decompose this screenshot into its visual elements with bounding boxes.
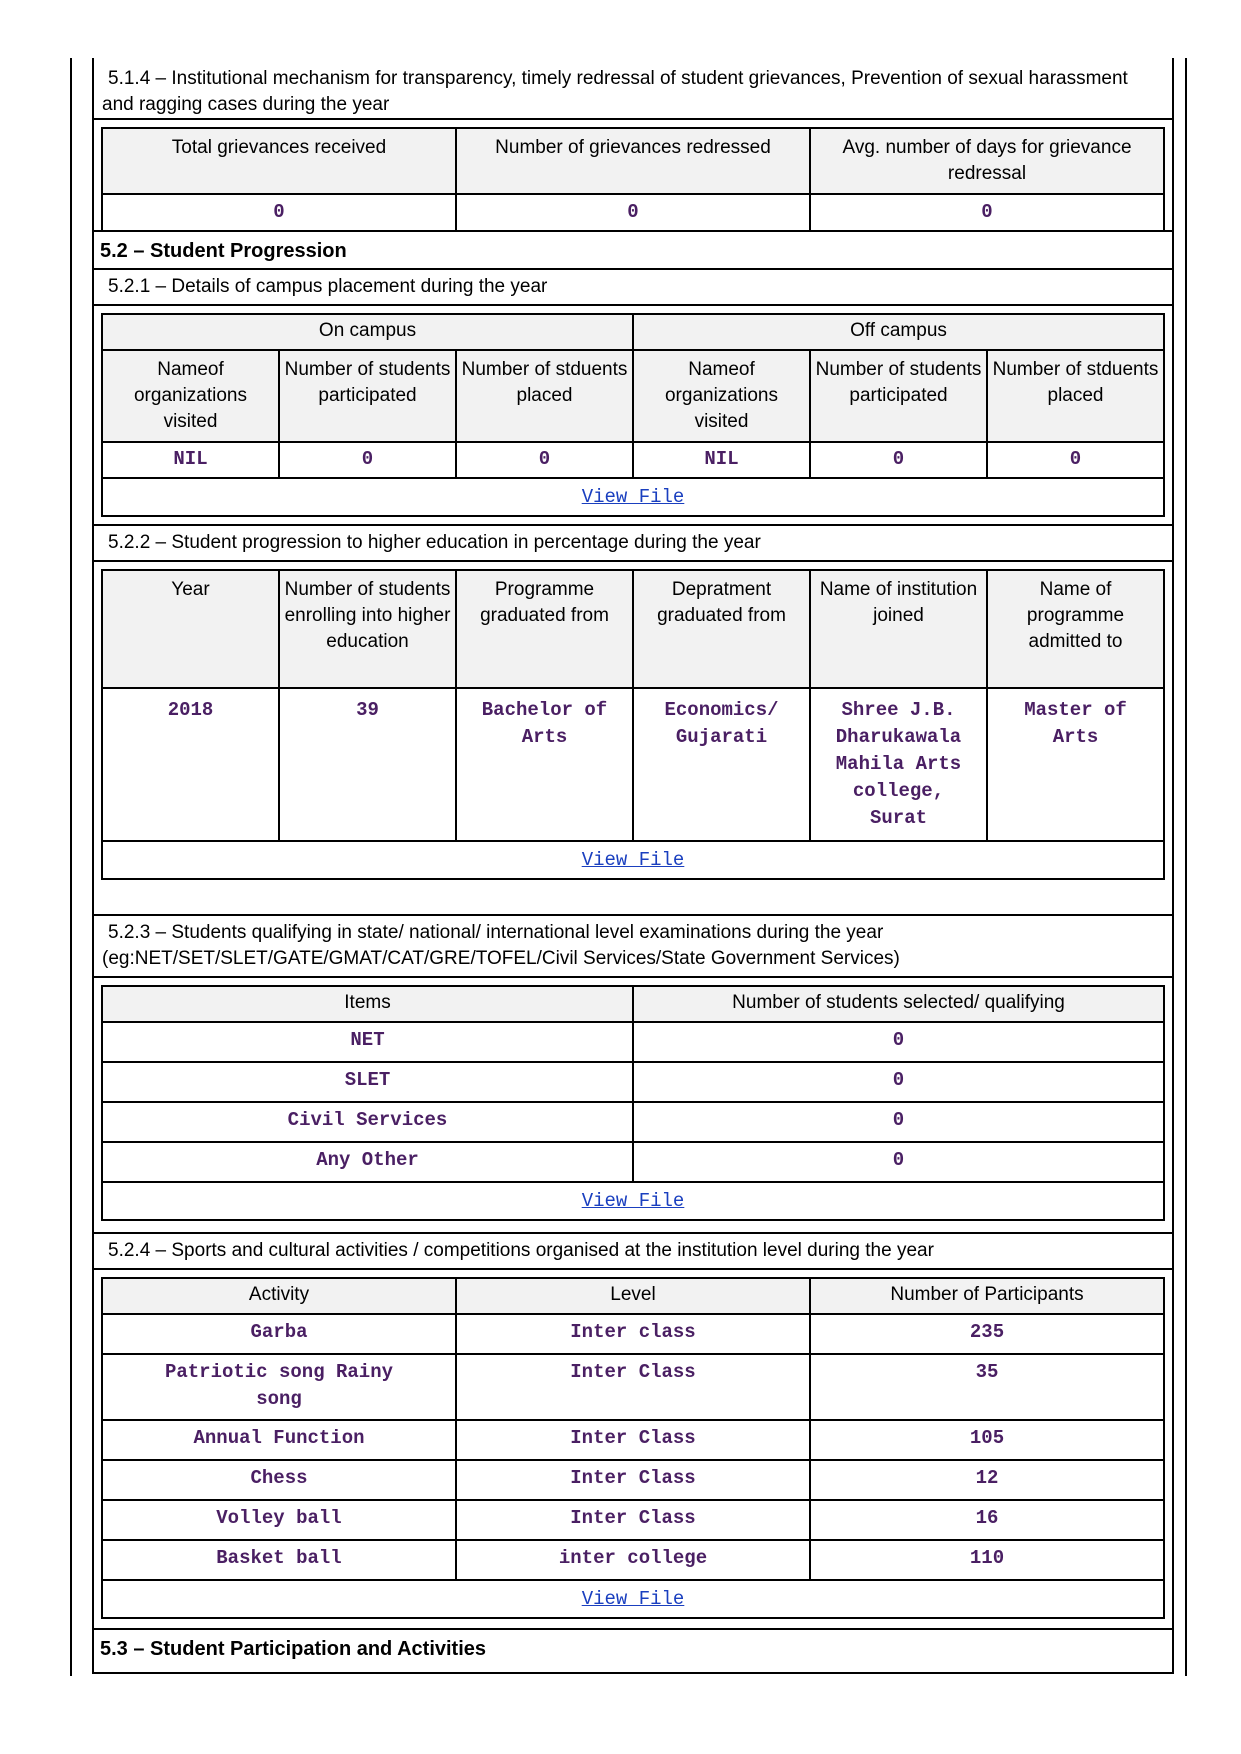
activity-name: Chess [102,1460,456,1500]
section-522-heading-text: 5.2.2 – Student progression to higher education in percentage during the year [108,532,761,553]
activity-name: Garba [102,1314,456,1354]
section-52-title: 5.2 – Student Progression [94,232,1172,270]
on-campus-placed-header: Number of stduents placed [456,350,633,442]
section-521-heading [94,270,1172,306]
activities-view-file-cell [102,1580,1164,1618]
activity-level: Inter Class [456,1420,810,1460]
activities-level-header: Level [456,1278,810,1314]
section-523-heading [94,916,1172,978]
progression-admitted-value: Master of Arts [987,688,1164,841]
grievance-total-value: 0 [102,194,456,231]
activity-participants: 110 [810,1540,1164,1580]
activity-participants: 35 [810,1354,1164,1420]
activities-participants-header: Number of Participants [810,1278,1164,1314]
section-524-heading [94,1234,1172,1270]
progression-enrolling-value: 39 [279,688,456,841]
section-514-heading-text: 5.1.4 – Institutional mechanism for transparency, timely redressal of student grievances, Prevention of sexual harassment and ragging cases during the year [102,68,1128,115]
progression-view-file-cell [102,841,1164,879]
activities-activity-header: Activity [102,1278,456,1314]
activity-name: Patriotic song Rainy song [102,1354,456,1420]
on-campus-orgs-value: NIL [102,442,279,478]
qualifying-view-file-cell [102,1182,1164,1220]
activity-level: Inter Class [456,1354,810,1420]
qualifying-item: NET [102,1022,633,1062]
qualifying-count: 0 [633,1142,1164,1182]
on-campus-participated-value: 0 [279,442,456,478]
activities-view-file-link[interactable]: View File [581,1588,685,1610]
grievance-header-redressed: Number of grievances redressed [456,128,810,194]
qualifying-item: Civil Services [102,1102,633,1142]
progression-table-wrap [94,562,1172,916]
activity-level: inter college [456,1540,810,1580]
page-left-rule [70,58,72,1676]
off-campus-group-header: Off campus [633,314,1164,350]
section-514-heading [94,58,1172,120]
qualifying-count: 0 [633,1062,1164,1102]
off-campus-participated-header: Number of students participated [810,350,987,442]
progression-enrolling-header: Number of students enrolling into higher education [279,570,456,688]
section-53-title: 5.3 – Student Participation and Activities [100,1638,487,1660]
qualifying-count-header: Number of students selected/ qualifying [633,986,1164,1022]
qualifying-item: SLET [102,1062,633,1102]
activity-participants: 16 [810,1500,1164,1540]
activity-name: Annual Function [102,1420,456,1460]
progression-view-file-link[interactable]: View File [581,849,685,871]
grievance-redressed-value: 0 [456,194,810,231]
grievance-avg-days-value: 0 [810,194,1164,231]
activity-name: Basket ball [102,1540,456,1580]
progression-admitted-header: Name of programme admitted to [987,570,1164,688]
off-campus-orgs-header: Nameof organizations visited [633,350,810,442]
grievance-header-avg-days: Avg. number of days for grievance redressal [810,128,1164,194]
qualifying-table [101,985,1165,1221]
placement-table [101,313,1165,517]
progression-institution-header: Name of institution joined [810,570,987,688]
page-right-rule [1185,58,1187,1676]
grievance-table-wrap [94,120,1172,232]
progression-department-header: Depratment graduated from [633,570,810,688]
grievance-table [101,127,1165,232]
on-campus-orgs-header: Nameof organizations visited [102,350,279,442]
activities-table [101,1277,1165,1619]
activity-participants: 12 [810,1460,1164,1500]
activity-level: Inter Class [456,1500,810,1540]
activity-level: Inter class [456,1314,810,1354]
placement-view-file-link[interactable]: View File [581,486,685,508]
progression-table [101,569,1165,880]
grievance-header-total: Total grievances received [102,128,456,194]
activity-participants: 235 [810,1314,1164,1354]
activity-level: Inter Class [456,1460,810,1500]
section-522-heading [94,526,1172,562]
progression-institution-value: Shree J.B. Dharukawala Mahila Arts college, Surat [810,688,987,841]
section-524-heading-text: 5.2.4 – Sports and cultural activities / competitions organised at the institution level during the year [108,1240,934,1261]
off-campus-orgs-value: NIL [633,442,810,478]
progression-programme-value: Bachelor of Arts [456,688,633,841]
off-campus-participated-value: 0 [810,442,987,478]
qualifying-count: 0 [633,1022,1164,1062]
off-campus-placed-header: Number of stduents placed [987,350,1164,442]
qualifying-view-file-link[interactable]: View File [581,1190,685,1212]
section-521-heading-text: 5.2.1 – Details of campus placement during the year [108,276,548,297]
placement-view-file-cell [102,478,1164,516]
qualifying-items-header: Items [102,986,633,1022]
section-523-heading-line1: 5.2.3 – Students qualifying in state/ national/ international level examinations during the year [108,922,884,943]
qualifying-item: Any Other [102,1142,633,1182]
on-campus-placed-value: 0 [456,442,633,478]
qualifying-count: 0 [633,1102,1164,1142]
off-campus-placed-value: 0 [987,442,1164,478]
on-campus-group-header: On campus [102,314,633,350]
section-523-heading-line2: (eg:NET/SET/SLET/GATE/GMAT/CAT/GRE/TOFEL/Civil Services/State Government Services) [102,948,900,969]
activity-name: Volley ball [102,1500,456,1540]
progression-programme-header: Programme graduated from [456,570,633,688]
report-frame [92,58,1174,1674]
qualifying-table-wrap [94,978,1172,1234]
progression-year-value: 2018 [102,688,279,841]
placement-table-wrap [94,306,1172,526]
activity-participants: 105 [810,1420,1164,1460]
on-campus-participated-header: Number of students participated [279,350,456,442]
progression-department-value: Economics/ Gujarati [633,688,810,841]
progression-year-header: Year [102,570,279,688]
activities-table-wrap [94,1270,1172,1630]
